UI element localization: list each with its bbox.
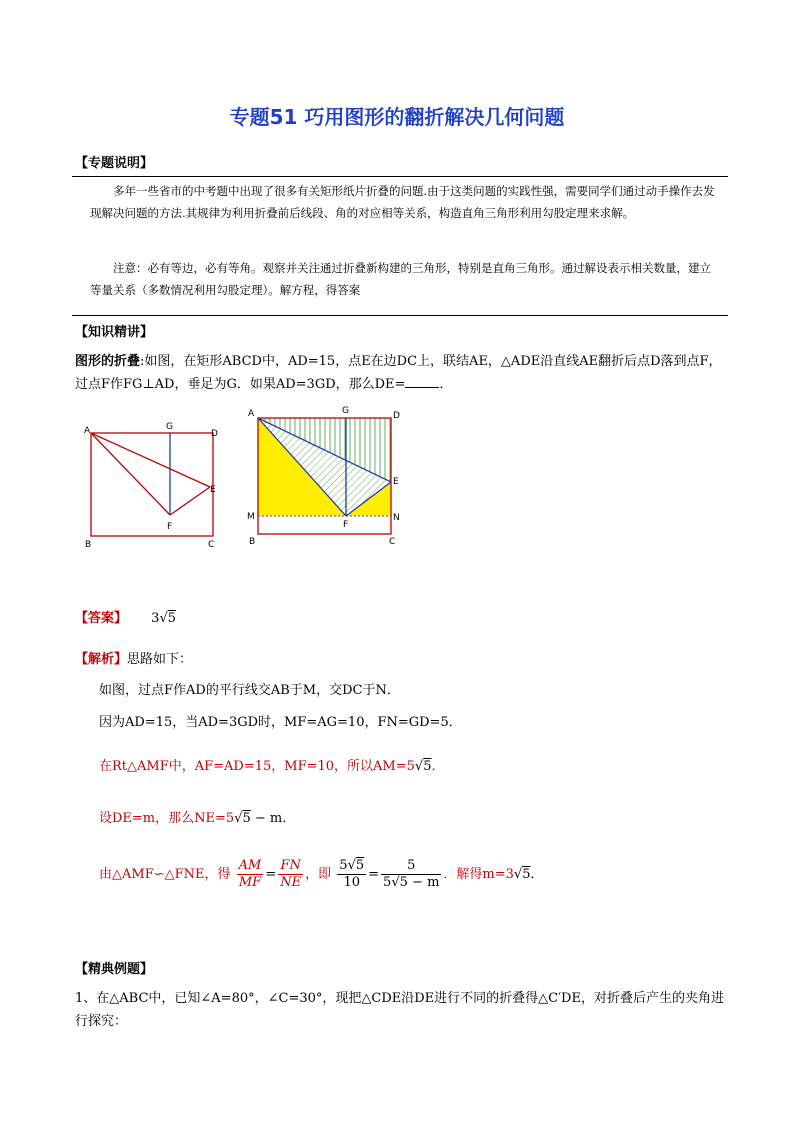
fold-figure-right: [243, 403, 413, 548]
label-f: F: [343, 520, 349, 530]
analysis-line-4: 设DE=m，那么NE=5√5 − m．: [99, 811, 296, 826]
segment-fe: [170, 487, 210, 515]
intro-paragraph-1: 多年一些省市的中考题中出现了很多有关矩形纸片折叠的问题.由于这类问题的实践性强，需要同学们通过动手操作去发现解决问题的方法.其规律为利用折叠前后线段、角的对应相等关系，构造直角三角形利用勾股定理来求解。: [90, 184, 715, 220]
label-g: G: [342, 406, 349, 416]
label-b: B: [85, 540, 92, 550]
label-e: E: [393, 477, 399, 487]
fraction-fn-ne: $\frac{FN}{NE}$: [280, 858, 302, 890]
label-d: D: [393, 411, 400, 421]
fraction-5root5-10: $\frac{5√5}{10}$: [339, 858, 365, 890]
segment-af: [91, 433, 170, 515]
knowledge-problem: 图形的折叠:如图，在矩形ABCD中，AD=15，点E在边DC上，联结AE，△ADE沿直线AE翻折后点D落到点F，过点F作FG⊥AD，垂足为G．如果AD=3GD，那么DE= ．: [75, 354, 722, 392]
example-header: 【精典例题】: [75, 962, 154, 977]
analysis-line-2: 因为AD=15，当AD=3GD时，MF=AG=10，FN=GD=5．: [99, 715, 462, 730]
knowledge-header: 【知识精讲】: [75, 325, 154, 340]
answer-row: [75, 607, 176, 626]
label-a: A: [248, 409, 255, 419]
intro-header: 【专题说明】: [75, 156, 154, 171]
example-1: 1、在△ABC中，已知∠A=80°，∠C=30°，现把△CDE沿DE进行不同的折叠得△C′DE，对折叠后产生的夹角进行探究：: [75, 991, 724, 1029]
analysis-line-5: 由△AMF∽△FNE，得 $\frac{AM}{MF}$ = $\frac{FN}{NE}$ ，即 $\frac{5√5}{10}$ = $\frac{5}{5√5 - m}$ ．解得m=3√5．: [99, 858, 544, 890]
segment-ae: [91, 433, 210, 487]
divider: [72, 315, 728, 316]
analysis-line-3: 在Rt△AMF中，AF=AD=15，MF=10，所以AM=5√5．: [99, 759, 445, 774]
answer-blank: [405, 375, 439, 388]
knowledge-text: :如图，在矩形ABCD中，AD=15，点E在边DC上，联结AE，△ADE沿直线AE翻折后点D落到点F，过点F作FG⊥AD，垂足为G．如果AD=3GD，那么DE=: [75, 354, 722, 392]
knowledge-lead: 图形的折叠: [75, 354, 141, 369]
label-c: C: [208, 540, 215, 550]
rectangle-abcd: [91, 433, 213, 536]
label-m: M: [247, 512, 255, 522]
fold-figure-left: [80, 418, 230, 553]
analysis-lead: 思路如下：: [127, 652, 193, 667]
intro-paragraph-2: 注意：必有等边，必有等角。观察并关注通过折叠新构建的三角形，特别是直角三角形。通过解设表示相关数量，建立等量关系（多数情况利用勾股定理）。解方程，得答案: [90, 261, 711, 297]
divider: [72, 176, 728, 177]
label-a: A: [84, 426, 91, 436]
answer-value: 3√5: [151, 611, 177, 626]
fraction-5-over-expr: $\frac{5}{5√5 - m}$: [383, 858, 440, 890]
fraction-am-mf: $\frac{AM}{MF}$: [238, 858, 262, 890]
label-n: N: [393, 513, 400, 523]
label-d: D: [211, 429, 218, 439]
analysis-row: [75, 648, 192, 667]
analysis-label: 【解析】: [75, 652, 128, 667]
label-e: E: [210, 485, 216, 495]
analysis-line-1: 如图，过点F作AD的平行线交AB于M，交DC于N．: [99, 683, 400, 698]
label-g: G: [166, 422, 173, 432]
page-title: 专题51 巧用图形的翻折解决几何问题: [229, 105, 565, 129]
answer-label: 【答案】: [75, 611, 128, 626]
label-f: F: [167, 522, 173, 532]
label-c: C: [389, 537, 396, 547]
label-b: B: [249, 537, 256, 547]
